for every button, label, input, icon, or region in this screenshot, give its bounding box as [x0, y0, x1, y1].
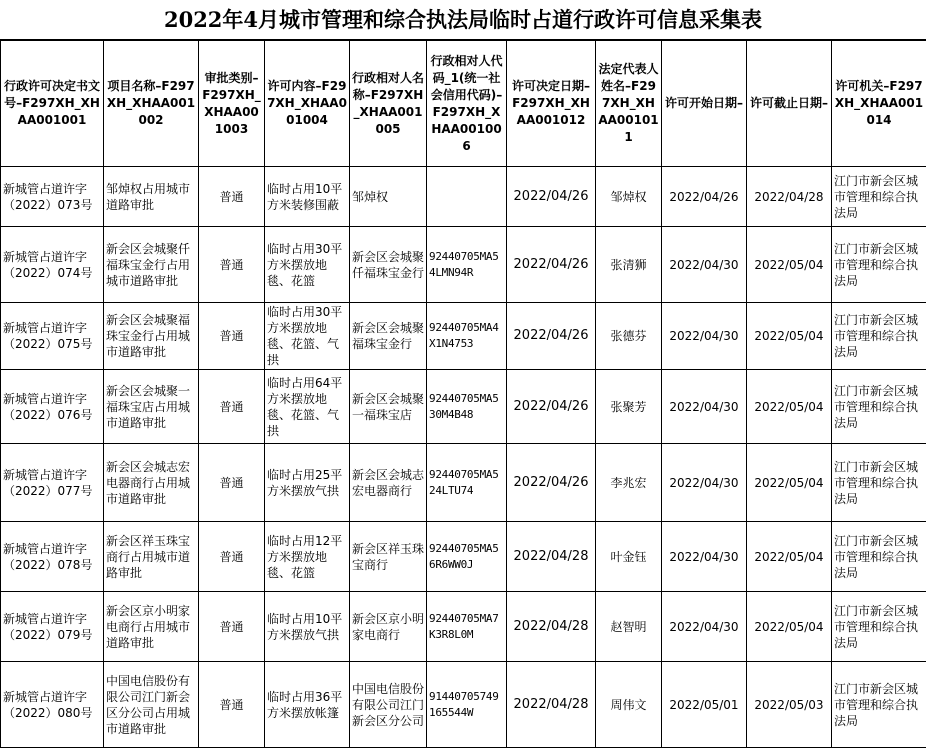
content-cell[interactable]: 临时占用36平方米摆放帐篷 [265, 662, 350, 748]
table-row[interactable] [1, 370, 926, 444]
party-name-cell[interactable]: 新会区会城志宏电器商行 [350, 444, 427, 522]
doc-number-cell[interactable]: 新城管占道许字（2022）076号 [1, 370, 104, 444]
credit-code-cell[interactable]: 92440705MA4X1N4753 [427, 303, 507, 370]
end-date-cell[interactable]: 2022/05/04 [747, 370, 832, 444]
start-date-cell[interactable]: 2022/04/30 [662, 370, 747, 444]
category-cell[interactable]: 普通 [199, 592, 265, 662]
authority-cell[interactable]: 江门市新会区城市管理和综合执法局 [832, 370, 926, 444]
doc-number-cell[interactable]: 新城管占道许字（2022）080号 [1, 662, 104, 748]
header-cell[interactable]: 行政相对人代码_1(统一社会信用代码)–F297XH_XHAA001006 [427, 41, 507, 167]
decision-date-cell[interactable]: 2022/04/26 [507, 227, 596, 303]
category-cell[interactable]: 普通 [199, 370, 265, 444]
authority-cell[interactable]: 江门市新会区城市管理和综合执法局 [832, 227, 926, 303]
credit-code-cell[interactable]: 92440705MA56R6WW0J [427, 522, 507, 592]
category-cell[interactable]: 普通 [199, 662, 265, 748]
credit-code-cell[interactable]: 92440705MA54LMN94R [427, 227, 507, 303]
decision-date-cell[interactable]: 2022/04/26 [507, 303, 596, 370]
credit-code-cell[interactable]: 92440705MA530M4B48 [427, 370, 507, 444]
end-date-cell[interactable]: 2022/05/04 [747, 227, 832, 303]
decision-date-cell[interactable]: 2022/04/28 [507, 522, 596, 592]
authority-cell[interactable]: 江门市新会区城市管理和综合执法局 [832, 303, 926, 370]
project-name-cell[interactable]: 新会区会城聚仟福珠宝金行占用城市道路审批 [104, 227, 199, 303]
doc-number-cell[interactable]: 新城管占道许字（2022）073号 [1, 167, 104, 227]
authority-cell[interactable]: 江门市新会区城市管理和综合执法局 [832, 662, 926, 748]
authority-cell[interactable]: 江门市新会区城市管理和综合执法局 [832, 592, 926, 662]
decision-date-cell[interactable]: 2022/04/28 [507, 662, 596, 748]
authority-cell[interactable]: 江门市新会区城市管理和综合执法局 [832, 522, 926, 592]
representative-cell[interactable]: 张德芬 [596, 303, 662, 370]
content-cell[interactable]: 临时占用25平方米摆放气拱 [265, 444, 350, 522]
start-date-cell[interactable]: 2022/04/26 [662, 167, 747, 227]
start-date-cell[interactable]: 2022/04/30 [662, 522, 747, 592]
doc-number-cell[interactable]: 新城管占道许字（2022）075号 [1, 303, 104, 370]
table-row[interactable] [1, 662, 926, 748]
authority-cell[interactable]: 江门市新会区城市管理和综合执法局 [832, 167, 926, 227]
doc-number-cell[interactable]: 新城管占道许字（2022）077号 [1, 444, 104, 522]
party-name-cell[interactable]: 新会区京小明家电商行 [350, 592, 427, 662]
header-cell[interactable]: 项目名称–F297XH_XHAA001002 [104, 41, 199, 167]
credit-code-cell[interactable]: 92440705MA7K3R8L0M [427, 592, 507, 662]
party-name-cell[interactable]: 新会区祥玉珠宝商行 [350, 522, 427, 592]
content-cell[interactable]: 临时占用30平方米摆放地毯、花篮 [265, 227, 350, 303]
content-cell[interactable]: 临时占用10平方米装修围蔽 [265, 167, 350, 227]
decision-date-cell[interactable]: 2022/04/28 [507, 592, 596, 662]
representative-cell[interactable]: 叶金钰 [596, 522, 662, 592]
content-cell[interactable]: 临时占用30平方米摆放地毯、花篮、气拱 [265, 303, 350, 370]
credit-code-cell[interactable] [427, 167, 507, 227]
end-date-cell[interactable]: 2022/05/04 [747, 522, 832, 592]
header-cell[interactable]: 许可机关–F297XH_XHAA001014 [832, 41, 926, 167]
header-cell[interactable]: 行政相对人名称–F297XH_XHAA001005 [350, 41, 427, 167]
representative-cell[interactable]: 张清狮 [596, 227, 662, 303]
project-name-cell[interactable]: 新会区京小明家电商行占用城市道路审批 [104, 592, 199, 662]
header-cell[interactable]: 许可内容–F297XH_XHAA001004 [265, 41, 350, 167]
content-cell[interactable]: 临时占用10平方米摆放气拱 [265, 592, 350, 662]
table-row[interactable] [1, 522, 926, 592]
header-cell[interactable]: 审批类别–F297XH_XHAA001003 [199, 41, 265, 167]
category-cell[interactable]: 普通 [199, 444, 265, 522]
end-date-cell[interactable]: 2022/05/04 [747, 303, 832, 370]
table-row[interactable] [1, 167, 926, 227]
end-date-cell[interactable]: 2022/05/04 [747, 592, 832, 662]
content-cell[interactable]: 临时占用64平方米摆放地毯、花篮、气拱 [265, 370, 350, 444]
header-row [1, 41, 926, 167]
decision-date-cell[interactable]: 2022/04/26 [507, 167, 596, 227]
start-date-cell[interactable]: 2022/04/30 [662, 227, 747, 303]
category-cell[interactable]: 普通 [199, 167, 265, 227]
start-date-cell[interactable]: 2022/04/30 [662, 303, 747, 370]
header-cell[interactable]: 许可截止日期– [747, 41, 832, 167]
party-name-cell[interactable]: 新会区会城聚福珠宝金行 [350, 303, 427, 370]
start-date-cell[interactable]: 2022/04/30 [662, 592, 747, 662]
representative-cell[interactable]: 李兆宏 [596, 444, 662, 522]
category-cell[interactable]: 普通 [199, 227, 265, 303]
end-date-cell[interactable]: 2022/04/28 [747, 167, 832, 227]
doc-number-cell[interactable]: 新城管占道许字（2022）078号 [1, 522, 104, 592]
header-cell[interactable]: 许可开始日期– [662, 41, 747, 167]
table-body [1, 167, 926, 748]
category-cell[interactable]: 普通 [199, 303, 265, 370]
party-name-cell[interactable]: 邹焯权 [350, 167, 427, 227]
header-cell[interactable]: 许可决定日期–F297XH_XHAA001012 [507, 41, 596, 167]
header-cell[interactable]: 行政许可决定书文号–F297XH_XHAA001001 [1, 41, 104, 167]
party-name-cell[interactable]: 新会区会城聚仟福珠宝金行 [350, 227, 427, 303]
table-row[interactable] [1, 227, 926, 303]
sheet-title: 2022年4月城市管理和综合执法局临时占道行政许可信息采集表 [0, 0, 926, 40]
party-name-cell[interactable]: 新会区会城聚一福珠宝店 [350, 370, 427, 444]
content-cell[interactable]: 临时占用12平方米摆放地毯、花篮 [265, 522, 350, 592]
project-name-cell[interactable]: 新会区会城志宏电器商行占用城市道路审批 [104, 444, 199, 522]
doc-number-cell[interactable]: 新城管占道许字（2022）079号 [1, 592, 104, 662]
table-row[interactable] [1, 303, 926, 370]
representative-cell[interactable]: 赵智明 [596, 592, 662, 662]
decision-date-cell[interactable]: 2022/04/26 [507, 370, 596, 444]
representative-cell[interactable]: 周伟文 [596, 662, 662, 748]
credit-code-cell[interactable]: 91440705749165544W [427, 662, 507, 748]
end-date-cell[interactable]: 2022/05/04 [747, 444, 832, 522]
table-row[interactable] [1, 444, 926, 522]
project-name-cell[interactable]: 中国电信股份有限公司江门新会区分公司占用城市道路审批 [104, 662, 199, 748]
header-cell[interactable]: 法定代表人姓名–F297XH_XHAA001011 [596, 41, 662, 167]
project-name-cell[interactable]: 新会区祥玉珠宝商行占用城市道路审批 [104, 522, 199, 592]
representative-cell[interactable]: 邹焯权 [596, 167, 662, 227]
start-date-cell[interactable]: 2022/04/30 [662, 444, 747, 522]
end-date-cell[interactable]: 2022/05/03 [747, 662, 832, 748]
party-name-cell[interactable]: 中国电信股份有限公司江门新会区分公司 [350, 662, 427, 748]
table-row[interactable] [1, 592, 926, 662]
category-cell[interactable]: 普通 [199, 522, 265, 592]
authority-cell[interactable]: 江门市新会区城市管理和综合执法局 [832, 444, 926, 522]
project-name-cell[interactable]: 新会区会城聚福珠宝金行占用城市道路审批 [104, 303, 199, 370]
start-date-cell[interactable]: 2022/05/01 [662, 662, 747, 748]
doc-number-cell[interactable]: 新城管占道许字（2022）074号 [1, 227, 104, 303]
permit-table [0, 40, 926, 748]
project-name-cell[interactable]: 新会区会城聚一福珠宝店占用城市道路审批 [104, 370, 199, 444]
project-name-cell[interactable]: 邹焯权占用城市道路审批 [104, 167, 199, 227]
credit-code-cell[interactable]: 92440705MA524LTU74 [427, 444, 507, 522]
representative-cell[interactable]: 张聚芳 [596, 370, 662, 444]
decision-date-cell[interactable]: 2022/04/26 [507, 444, 596, 522]
